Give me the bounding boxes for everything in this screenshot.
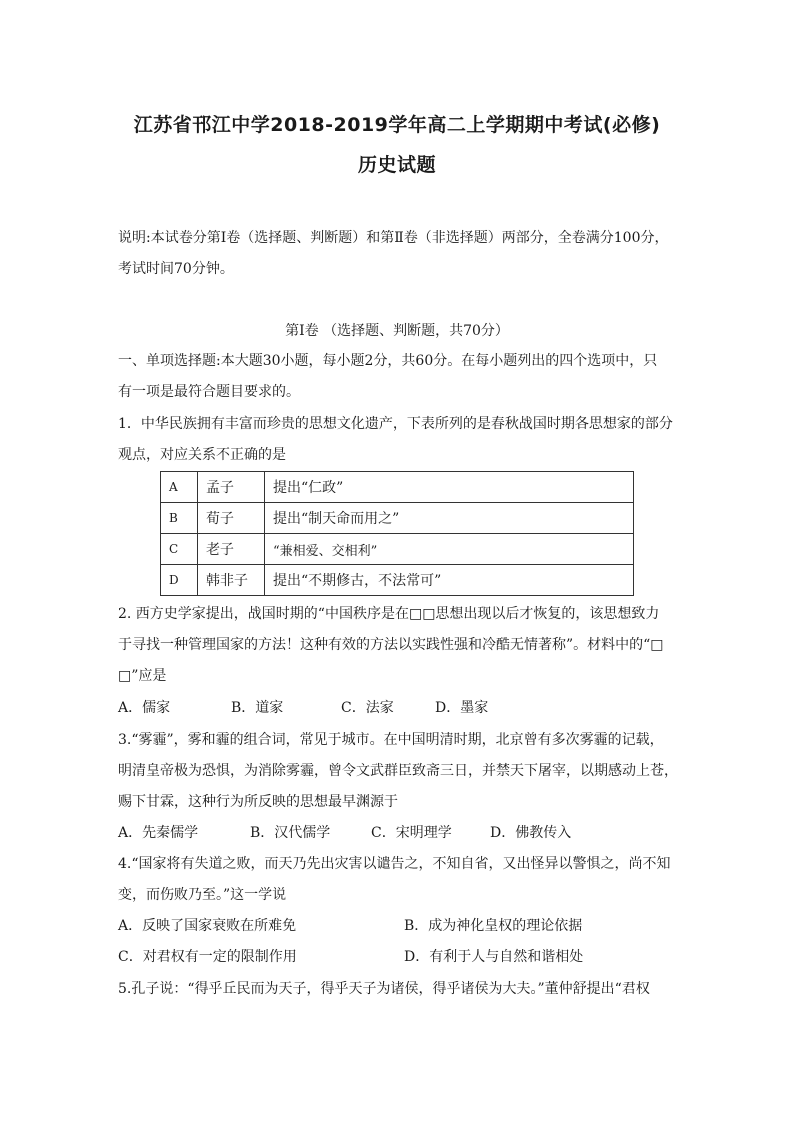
q3-stem-line-3: 赐下甘霖，这种行为所反映的思想最早渊源于 xyxy=(118,794,398,810)
q1-stem-line-2: 观点，对应关系不正确的是 xyxy=(118,447,286,463)
q2-option-c: C．法家 xyxy=(341,700,394,716)
q2-option-d: D．墨家 xyxy=(435,700,489,716)
q3-option-c: C．宋明理学 xyxy=(371,825,452,841)
table-cell-letter: A xyxy=(161,472,198,503)
instructions-line-2: 考试时间70分钟。 xyxy=(118,261,234,277)
q1-stem-line-1: 1．中华民族拥有丰富而珍贵的思想文化遗产，下表所列的是春秋战国时期各思想家的部分 xyxy=(118,416,673,432)
q4-stem-line-2: 变，而伤败乃至。”这一学说 xyxy=(118,887,287,903)
table-row xyxy=(161,472,634,503)
table-row xyxy=(161,503,634,534)
table-cell-letter: D xyxy=(161,565,198,596)
q5-stem-line-1: 5.孔子说：“得乎丘民而为天子，得乎天子为诸侯，得乎诸侯为大夫。”董仲舒提出“君权 xyxy=(118,981,650,997)
q4-option-b: B．成为神化皇权的理论依据 xyxy=(404,918,583,934)
page-title: 江苏省邗江中学2018-2019学年高二上学期期中考试(必修) xyxy=(133,114,661,136)
table-row xyxy=(161,534,634,565)
instructions-line-1: 说明:本试卷分第Ⅰ卷（选择题、判断题）和第Ⅱ卷（非选择题）两部分，全卷满分100分， xyxy=(118,230,669,246)
q2-option-b: B．道家 xyxy=(231,700,284,716)
q1-table xyxy=(160,471,634,596)
page-subtitle: 历史试题 xyxy=(357,154,436,176)
q3-option-a: A．先秦儒学 xyxy=(118,825,199,841)
section-intro-line-1: 一、单项选择题:本大题30小题，每小题2分，共60分。在每小题列出的四个选项中，只 xyxy=(118,353,658,369)
table-cell-view: 提出“仁政” xyxy=(265,472,634,503)
q3-stem-line-1: 3.“雾霾”，雾和霾的组合词，常见于城市。在中国明清时期，北京曾有多次雾霾的记载， xyxy=(118,732,664,748)
table-row xyxy=(161,565,634,596)
q4-option-d: D．有利于人与自然和谐相处 xyxy=(404,949,584,965)
table-cell-name: 荀子 xyxy=(198,503,265,534)
table-cell-letter: B xyxy=(161,503,198,534)
section-heading: 第Ⅰ卷 （选择题、判断题，共70分） xyxy=(285,323,509,339)
table-cell-name: 老子 xyxy=(198,534,265,565)
q2-option-a: A．儒家 xyxy=(118,700,171,716)
section-intro-line-2: 有一项是最符合题目要求的。 xyxy=(118,384,300,400)
q2-stem-line-3: □”应是 xyxy=(118,668,167,684)
table-cell-letter: C xyxy=(161,534,198,565)
q3-stem-line-2: 明清皇帝极为恐惧，为消除雾霾，曾令文武群臣致斋三日，并禁天下屠宰，以期感动上苍， xyxy=(118,763,678,779)
q2-stem-line-2: 于寻找一种管理国家的方法！这种有效的方法以实践性强和冷酷无情著称”。材料中的“□ xyxy=(118,637,664,653)
q3-option-d: D．佛教传入 xyxy=(490,825,572,841)
table-cell-view: 提出“制天命而用之” xyxy=(265,503,634,534)
table-cell-view: 提出“不期修古，不法常可” xyxy=(265,565,634,596)
table-cell-name: 韩非子 xyxy=(198,565,265,596)
q3-option-b: B．汉代儒学 xyxy=(250,825,331,841)
q2-stem-line-1: 2. 西方史学家提出，战国时期的“中国秩序是在□□思想出现以后才恢复的，该思想致力 xyxy=(118,606,660,622)
q4-option-a: A．反映了国家衰败在所难免 xyxy=(118,918,297,934)
table-cell-name: 孟子 xyxy=(198,472,265,503)
q4-option-c: C．对君权有一定的限制作用 xyxy=(118,949,297,965)
table-cell-view: “兼相爱、交相利” xyxy=(265,534,634,565)
q4-stem-line-1: 4.“国家将有失道之败，而天乃先出灾害以谴告之，不知自省，又出怪异以警惧之，尚不知 xyxy=(118,856,671,872)
